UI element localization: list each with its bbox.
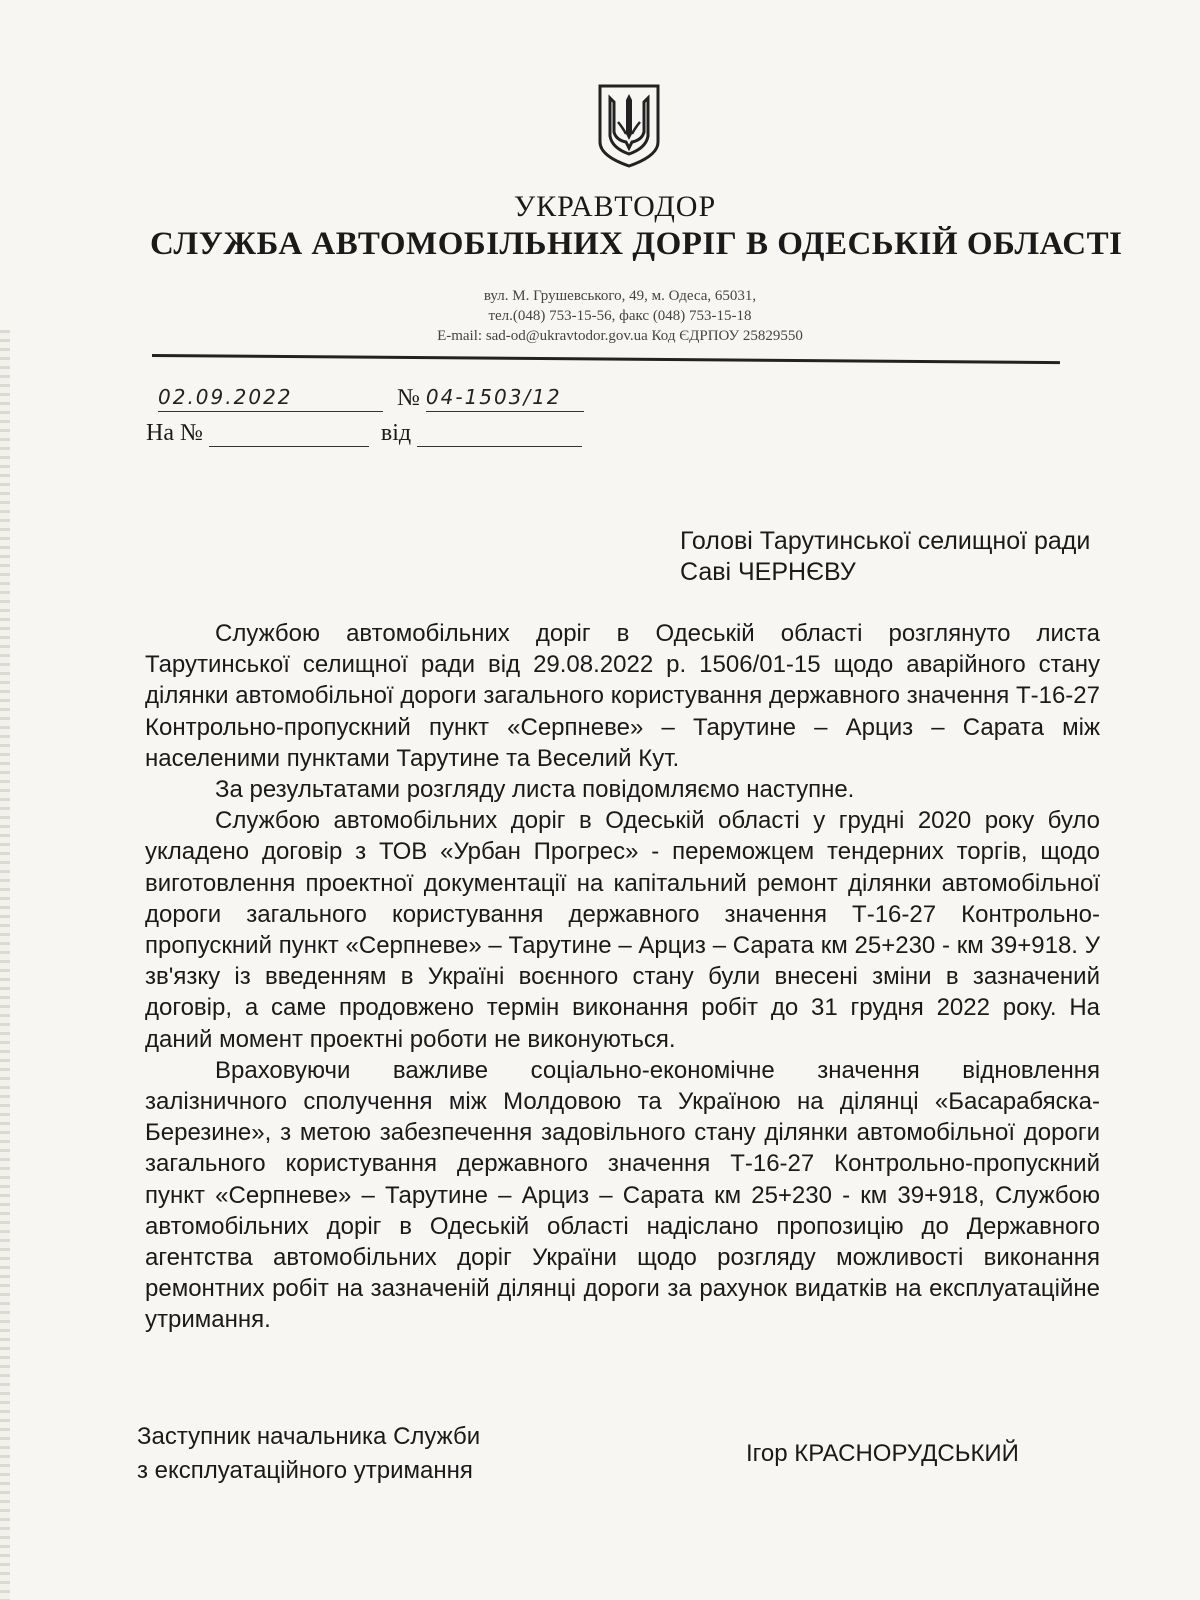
outgoing-number: 04-1503/12 <box>425 385 562 409</box>
incoming-reference <box>146 420 582 447</box>
outgoing-registration <box>158 384 584 412</box>
paragraph-2: За результатами розгляду листа повідомляємо наступне. <box>215 776 855 804</box>
outgoing-date: 02.09.2022 <box>158 385 293 409</box>
reply-label: На № <box>146 420 203 446</box>
addressee-block <box>680 526 1090 588</box>
reply-number-blank <box>209 446 369 447</box>
signatory-name: Ігор КРАСНОРУДСЬКИЙ <box>746 1440 1019 1467</box>
phone-line: тел.(048) 753-15-56, факс (048) 753-15-18 <box>488 308 752 324</box>
address-line: вул. М. Грушевського, 49, м. Одеса, 65031, <box>483 288 757 304</box>
agency-title: УКРАВТОДОР <box>513 190 717 223</box>
paragraph-3: Службою автомобільних доріг в Одеській області у грудні 2020 року було укладено договір з ТОВ «Урбан Прогрес» - переможцем тендерних торгів, щодо виготовлення проектної документації на капітальний ремонт ділянки автомобільної дороги загального користування державного значення Т-16-27 Контрольно-пропускний пункт «Серпневе» – Тарутине – Арциз – Сарата км 25+230 - км 39+918. У зв'язку із введенням в Україні воєнного стану були внесені зміни в зазначений договір, а саме продовжено термін виконання робіт до 31 грудня 2022 року. На даний момент проектні роботи не виконуються. <box>145 807 1100 1053</box>
contact-block <box>360 286 880 346</box>
reply-date-blank <box>417 446 582 447</box>
organization-name: СЛУЖБА АВТОМОБІЛЬНИХ ДОРІГ В ОДЕСЬКІЙ ОБЛАСТІ <box>150 226 1123 262</box>
position-line-2: з експлуатаційного утримання <box>137 1457 473 1484</box>
email-line: E-mail: sad-od@ukravtodor.gov.ua Код ЄДРПОУ 25829550 <box>437 328 803 344</box>
number-field <box>426 384 584 412</box>
letter-body <box>145 618 1100 1336</box>
header-divider <box>152 354 1060 364</box>
from-label: від <box>380 420 412 446</box>
paragraph-1: Службою автомобільних доріг в Одеській області розглянуто листа Тарутинської селищної ради від 29.08.2022 р. 1506/01-15 щодо аварійного стану ділянки автомобільної дороги загального користування державного значення Т-16-27 Контрольно-пропускний пункт «Серпневе» – Тарутине – Арциз – Сарата між населеними пунктами Тарутине та Веселий Кут. <box>145 620 1100 772</box>
tryzub-emblem-icon <box>596 82 662 168</box>
position-line-1: Заступник начальника Служби <box>137 1423 481 1450</box>
date-field <box>158 384 383 412</box>
signatory-position <box>137 1420 480 1488</box>
paragraph-4: Враховуючи важливе соціально-економічне значення відновлення залізничного сполучення між Молдовою та Україною на ділянці «Басарабяска-Березине», з метою забезпечення задовільного стану ділянки автомобільної дороги загального користування державного значення Т-16-27 Контрольно-пропускний пункт «Серпневе» – Тарутине – Арциз – Сарата км 25+230 - км 39+918, Службою автомобільних доріг в Одеській області надіслано пропозицію до Державного агентства автомобільних доріг України щодо розгляду можливості виконання ремонтних робіт на зазначеній ділянці дороги за рахунок видатків на експлуатаційне утримання. <box>145 1056 1100 1334</box>
scan-page-edge <box>0 330 10 1600</box>
number-label: № <box>397 385 420 411</box>
addressee-title: Голові Тарутинської селищної ради <box>680 527 1091 555</box>
addressee-name: Саві ЧЕРНЄВУ <box>680 558 856 586</box>
